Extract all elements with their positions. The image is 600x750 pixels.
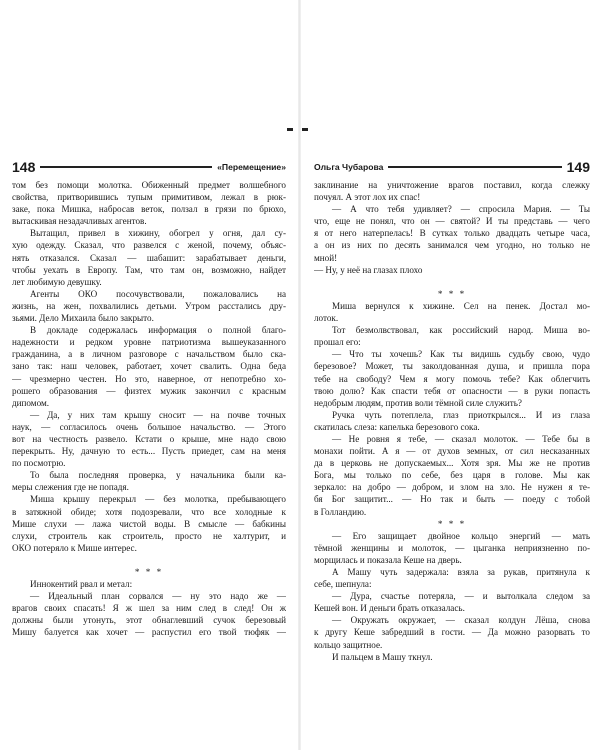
right-page bbox=[314, 157, 590, 663]
text-line: гражданина, а в личном разговоре с начальством было ска- bbox=[12, 349, 286, 360]
right-page-number: 149 bbox=[566, 159, 590, 175]
text-line: мной! bbox=[314, 252, 338, 263]
text-line: хую одежду. Сказал, что развелся с женой, почему, объяс- bbox=[12, 240, 286, 251]
text-line: Кешей вон. И деньги брать отказалась. bbox=[314, 603, 465, 614]
text-line: я от него натерпелась! В сутках только двадцать четыре часа, bbox=[314, 228, 590, 239]
text-line: вытаскивая незадачливых агентов. bbox=[12, 216, 147, 227]
text-line: Ручка чуть потеплела, глаз приоткрылся... И из глаза bbox=[332, 409, 590, 420]
text-line: И пальцем в Машу ткнул. bbox=[332, 651, 433, 662]
text-line: прошал его: bbox=[314, 337, 361, 348]
text-line: меры слежения где не попадя. bbox=[12, 482, 129, 493]
binding-mark-left bbox=[287, 128, 293, 131]
text-line: Миша вернулся к хижине. Сел на пенек. Достал мо- bbox=[332, 300, 590, 311]
text-line: почуял. А этот лох их спас! bbox=[314, 192, 421, 203]
text-line: том без помощи молотка. Обиженный предмет волшебного bbox=[12, 180, 286, 190]
text-line: — Ну, у неё на глазах плохо bbox=[314, 264, 423, 275]
text-line: твою долю? Как спасти тебя от опасности — в руки попасть bbox=[314, 385, 590, 396]
text-line: лет любимую девушку. bbox=[12, 276, 102, 287]
text-line: морщилась и показала Кеше на дверь. bbox=[314, 554, 462, 565]
text-line: дипомом. bbox=[12, 397, 50, 408]
section-separator: * * * bbox=[437, 518, 467, 529]
text-line: — Идеальный план сорвался — ну это надо же — bbox=[30, 591, 286, 602]
text-line: Миша крышу перекрыл — без молотка, пребывающего bbox=[30, 494, 286, 505]
text-line: — Дура, счастье потеряла, — и вытолкала следом за bbox=[332, 591, 590, 602]
text-line: вот на честность развело. Кстати о крыше, мне надо свою bbox=[12, 433, 286, 444]
right-page-text bbox=[314, 179, 590, 663]
text-line: недобрым людям, против воли тёмной силе служить? bbox=[314, 397, 522, 408]
text-line: — Его защищает двойное кольцо энергий — мать bbox=[332, 530, 590, 541]
text-line: бя Бог защитит... — Но так и быть — поеду с тобой bbox=[314, 494, 590, 505]
text-line: Вытащил, привел в хижину, обогрел у огня, дал су- bbox=[30, 228, 286, 239]
text-line: Тот безмолвствовал, как российский народ. Миша во- bbox=[332, 325, 590, 336]
text-line: А Машу чуть задержала: взяла за рукав, притянула к bbox=[332, 567, 590, 577]
text-line: Агенты ОКО посочувствовали, пожаловались на bbox=[30, 288, 286, 299]
left-page-header bbox=[12, 157, 286, 177]
section-separator: * * * bbox=[437, 288, 467, 299]
text-line: в затяжной обиде; хотя подозревали, что все холодные к bbox=[12, 506, 286, 517]
left-running-title: «Перемещение» bbox=[217, 162, 286, 172]
text-line: перекрыть. Ну, дачную то есть... Пусть приедет, сам на меня bbox=[12, 446, 286, 457]
text-line: себе, шепнула: bbox=[314, 579, 372, 590]
text-line bbox=[314, 276, 590, 288]
text-line: тёмной женщины и молоток, — цыганка неприязненно по- bbox=[314, 542, 590, 553]
text-line: ОКО потеряло к Мише интерес. bbox=[12, 542, 137, 553]
text-line: монахи пойти. А я — от духов земных, от сил несказанных bbox=[314, 446, 590, 457]
binding-mark-right bbox=[302, 128, 308, 131]
text-line: Иннокентий рвал и метал: bbox=[30, 579, 133, 590]
book-spine bbox=[298, 0, 301, 750]
text-line: нять отказался. Сказал — шабашит: зарабатывает деньги, bbox=[12, 252, 286, 263]
text-line: надежности и редком уровне патриотизма вышеуказанного bbox=[12, 337, 286, 348]
text-line: наук, — согласилось очень большое начальство. — Этого bbox=[12, 421, 286, 432]
text-line: То была последняя проверка, у начальника были ка- bbox=[30, 470, 286, 481]
text-line: — Окружать окружает, — сказал колдун Лёша, снова bbox=[332, 615, 590, 626]
left-page-text bbox=[12, 179, 286, 639]
text-line: слухи, строитель как строитель, просто не халтурит, и bbox=[12, 530, 286, 541]
text-line: а он из них по десять занимался чем угодно, но только не bbox=[314, 240, 590, 251]
header-rule bbox=[388, 166, 561, 167]
text-line: Мишу балуется как хочет — распустил его твой тюфяк — bbox=[12, 627, 286, 638]
left-page-number: 148 bbox=[12, 159, 36, 175]
text-line: зьями. Дело Михаила было закрыто. bbox=[12, 313, 154, 324]
text-line: в Голландию. bbox=[314, 506, 367, 517]
text-line: — Да, у них там крышу сносит — на почве точных bbox=[30, 409, 286, 420]
text-line: свойства, притворившись тупым примитивом, лежал в рюк- bbox=[12, 192, 286, 203]
text-line: что, еще не понял, что он — святой? И ты представь — чего bbox=[314, 216, 590, 227]
text-line: к другу Кеше забредший в гости. — Да можно разорвать то bbox=[314, 627, 590, 638]
text-line: Мише слухи — лажа чистой воды. В смысле — бабкины bbox=[12, 518, 286, 529]
text-line: заке, пока Мишка, набросав веток, ползал в грязи по брюхо, bbox=[12, 204, 286, 215]
right-running-title: Ольга Чубарова bbox=[314, 162, 384, 172]
text-line: скатилась слеза: капелька березового сока. bbox=[314, 421, 480, 432]
text-line: — Что ты хочешь? Как ты видишь судьбу свою, чудо bbox=[332, 349, 590, 360]
text-line: да в церковь не допускаемых... Хотя зря. Мы же не против bbox=[314, 458, 590, 469]
section-separator: * * * bbox=[134, 567, 164, 577]
text-line: В докладе содержалась информация о полной благо- bbox=[30, 325, 286, 336]
text-line: лоток. bbox=[314, 313, 339, 324]
text-line: чтобы уехать в Европу. Там, что там он, возможно, найдет bbox=[12, 264, 286, 275]
text-line: должны были утонуть, этот обнаглевший сучок березовый bbox=[12, 615, 286, 626]
text-line: зано так: наш человек, работает, хочет свалить. Одна беда bbox=[12, 361, 286, 372]
text-line: — Не ровня я тебе, — сказал молоток. — Тебе бы в bbox=[332, 433, 590, 444]
text-line: зеркало: на добро — добром, и злом на зло. Не нужен я те- bbox=[314, 482, 590, 493]
text-line: — А что тебя удивляет? — спросила Мария. — Ты bbox=[332, 204, 590, 215]
text-line: заклинание на уничтожение врагов поставил, когда слежку bbox=[314, 180, 590, 190]
text-line: Бога, мы только по себе, без царя в голове. Мы как bbox=[314, 470, 590, 481]
right-page-header bbox=[314, 157, 590, 177]
text-line: — чрезмерно честен. Но это, наверное, от непотребно хо- bbox=[12, 373, 286, 384]
text-line: тебе на свободу? Чем я могу помочь тебе? Как облегчить bbox=[314, 373, 590, 384]
text-line: кольцо защитное. bbox=[314, 639, 383, 650]
text-line: рошего образования — физтех мужик закончил с красным bbox=[12, 385, 286, 396]
text-line bbox=[12, 554, 286, 566]
text-line: березовое? Может, ты заколдованная душа, и пришла пора bbox=[314, 361, 590, 372]
left-page bbox=[12, 157, 286, 639]
text-line: жизнь, на жен, похвалились детьми. Утром расстались дру- bbox=[12, 300, 286, 311]
header-rule bbox=[40, 166, 212, 167]
text-line: врагов своих спасать! Я ж шел за ним след в след! Он ж bbox=[12, 603, 286, 614]
text-line: по посмотрю. bbox=[12, 458, 66, 469]
